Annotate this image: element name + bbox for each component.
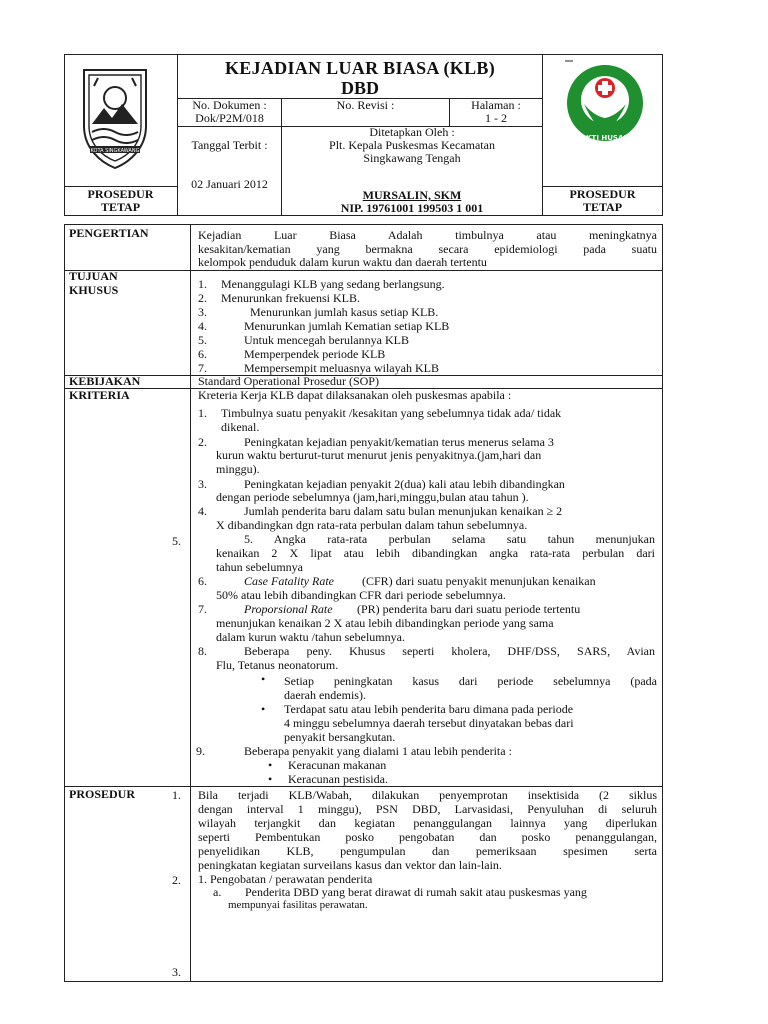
content-divider-label-col xyxy=(190,224,191,982)
pengertian-line-1: Kejadian Luar Biasa Adalah timbulnya atau meningkatnya xyxy=(198,228,657,242)
tujuan-text-6: Memperpendek periode KLB xyxy=(244,347,386,361)
tujuan-text-5: Untuk mencegah berulannya KLB xyxy=(244,333,409,347)
signer-name: MURSALIN, SKM xyxy=(362,188,462,202)
tujuan-num-7: 7. xyxy=(198,361,207,375)
prosedur-1-line-6: peningkatan kegiatan surveilans kasus dan vektor dan lain-lain. xyxy=(198,858,502,872)
prosedur-1-line-4: seperti Pembentukan posko pengobatan dan posko penanggulangan, xyxy=(198,830,657,844)
kriteria-3-num: 3. xyxy=(198,477,207,491)
document-title-line-2: DBD xyxy=(340,78,379,98)
kriteria-9-line-1: Beberapa penyakit yang dialami 1 atau lebih penderita : xyxy=(244,744,512,758)
kriteria-2-line-2: kurun waktu berturut-turut menurut jenis penyakitnya.(jam,hari dan xyxy=(216,448,542,462)
prosedur-tetap-left-1: PROSEDUR xyxy=(87,187,154,201)
prosedur-2-line-1: 1. Pengobatan / perawatan penderita xyxy=(198,872,373,886)
ditetapkan-line-1: Ditetapkan Oleh : xyxy=(369,125,455,139)
city-emblem-logo xyxy=(76,64,154,172)
halaman-label: Halaman : xyxy=(471,98,521,112)
kriteria-8-line-1: Beberapa peny. Khusus seperti kholera, DHF/DSS, SARS, Avian xyxy=(244,644,655,658)
kriteria-8-bullet-2: • xyxy=(261,702,266,716)
tujuan-text-4: Menurunkan jumlah Kematian setiap KLB xyxy=(244,319,450,333)
kriteria-8-num: 8. xyxy=(198,644,207,658)
kriteria-8-b1-line-1: Setiap peningkatan kasus dari periode sebelumnya (pada xyxy=(284,674,657,688)
kriteria-4-line-2: X dibandingkan dgn rata-rata perbulan dalam tahun sebelumnya. xyxy=(216,518,528,532)
kriteria-5-line-3: tahun sebelumnya xyxy=(216,560,303,574)
no-dokumen-value: Dok/P2M/018 xyxy=(195,111,264,125)
prosedur-2a-line-1: Penderita DBD yang berat dirawat di rumah sakit atau puskesmas yang xyxy=(245,885,587,899)
tujuan-num-2: 2. xyxy=(198,291,207,305)
kriteria-4-num: 4. xyxy=(198,504,207,518)
kriteria-label: KRITERIA xyxy=(69,388,130,402)
kriteria-8-bullet-1: • xyxy=(261,672,266,686)
tanggal-terbit-label: Tanggal Terbit : xyxy=(191,138,268,152)
kriteria-9-num: 9. xyxy=(196,744,205,758)
bakti-husada-text: BAKTI HUSADA xyxy=(575,134,635,142)
no-revisi-label: No. Revisi : xyxy=(336,98,395,112)
kebijakan-label: KEBIJAKAN xyxy=(69,374,141,388)
row-divider-tujuan xyxy=(64,270,663,271)
prosedur-label: PROSEDUR xyxy=(69,787,136,801)
no-dokumen-label: No. Dokumen : xyxy=(192,98,267,112)
document-title-line-1: KEJADIAN LUAR BIASA (KLB) xyxy=(224,58,496,78)
kriteria-9-b2: Keracunan pestisida. xyxy=(288,772,388,786)
prosedur-tetap-right-1: PROSEDUR xyxy=(569,187,636,201)
kriteria-1-line-1: Timbulnya suatu penyakit /kesakitan yang sebelumnya tidak ada/ tidak xyxy=(221,406,562,420)
kriteria-8-b2-line-2: 4 minggu sebelumnya daerah tersebut dinyatakan bebas dari xyxy=(284,716,574,730)
kebijakan-text: Standard Operational Prosedur (SOP) xyxy=(198,374,379,388)
city-emblem-text: KOTA SINGKAWANG xyxy=(90,148,140,154)
kriteria-6-italic: Case Fatality Rate xyxy=(244,574,334,588)
kriteria-intro: Kreteria Kerja KLB dapat dilaksanakan oleh puskesmas apabila : xyxy=(198,388,512,402)
kriteria-7-line-1: (PR) penderita baru dari suatu periode tertentu xyxy=(357,602,581,616)
tujuan-label-1: TUJUAN xyxy=(69,269,118,283)
tujuan-num-3: 3. xyxy=(198,305,207,319)
tujuan-num-5: 5. xyxy=(198,333,207,347)
tujuan-num-4: 4. xyxy=(198,319,207,333)
kriteria-1-line-2: dikenal. xyxy=(221,420,260,434)
kriteria-8-b2-line-3: penyakit bersangkutan. xyxy=(284,730,396,744)
kriteria-7-line-2: menunjukan kenaikan 2 X atau lebih dibandingkan periode yang sama xyxy=(216,616,554,630)
kriteria-3-line-2: dengan periode sebelumnya (jam,hari,minggu,bulan atau tahun ). xyxy=(216,490,529,504)
kriteria-4-line-1: Jumlah penderita baru dalam satu bulan menunjukan kenaikan ≥ 2 xyxy=(244,504,563,518)
signer-nip: NIP. 19761001 199503 1 001 xyxy=(340,201,484,215)
kriteria-6-line-1: (CFR) dari suatu penyakit menunjukan kenaikan xyxy=(362,574,596,588)
pengertian-label: PENGERTIAN xyxy=(69,226,149,240)
tujuan-text-2: Menurunkan frekuensi KLB. xyxy=(221,291,360,305)
tujuan-num-6: 6. xyxy=(198,347,207,361)
halaman-value: 1 - 2 xyxy=(485,111,507,125)
prosedur-tetap-right-2: TETAP xyxy=(582,200,623,214)
kriteria-5-line-1: 5. Angka rata-rata perbulan selama satu tahun menunjukan xyxy=(244,532,655,546)
prosedur-3-num: 3. xyxy=(172,965,181,979)
bakti-husada-logo xyxy=(560,58,650,148)
ditetapkan-line-2: Plt. Kepala Puskesmas Kecamatan xyxy=(329,138,495,152)
kriteria-5-line-2: kenaikan 2 X lipat atau lebih dibandingkan angka rata-rata perbulan dari xyxy=(216,546,655,560)
prosedur-1-line-3: wilayah terjangkit dan kegiatan penanggulangan lainnya yang diperlukan xyxy=(198,816,657,830)
kriteria-8-b2-line-1: Terdapat satu atau lebih penderita baru dimana pada periode xyxy=(284,702,574,716)
tujuan-num-1: 1. xyxy=(198,277,207,291)
ditetapkan-line-3: Singkawang Tengah xyxy=(363,151,461,165)
kriteria-2-num: 2. xyxy=(198,435,207,449)
prosedur-1-line-5: penyelidikan KLB, pengumpulan dan pemeriksaan spesimen serta xyxy=(198,844,657,858)
prosedur-2-num: 2. xyxy=(172,873,181,887)
prosedur-tetap-left-2: TETAP xyxy=(100,200,141,214)
kriteria-7-line-3: dalam kurun waktu /tahun sebelumnya. xyxy=(216,630,405,644)
kriteria-8-line-2: Flu, Tetanus neonatorum. xyxy=(216,658,339,672)
tanggal-terbit-value: 02 Januari 2012 xyxy=(191,177,268,191)
kriteria-6-line-2: 50% atau lebih dibandingkan CFR dari periode sebelumnya. xyxy=(216,588,506,602)
tujuan-label-2: KHUSUS xyxy=(69,283,119,297)
pengertian-line-2: kesakitan/kematian yang bermakna secara epidemiologi pada suatu xyxy=(198,242,657,256)
tujuan-text-7: Mempersempit meluasnya wilayah KLB xyxy=(244,361,439,375)
kriteria-9-bullet-2: • xyxy=(268,772,273,786)
prosedur-2a-num: a. xyxy=(213,885,222,899)
prosedur-2a-line-2: mempunyai fasilitas perawatan. xyxy=(228,899,368,911)
pengertian-line-3: kelompok penduduk dalam kurun waktu dan daerah tertentu xyxy=(198,255,487,269)
kriteria-2-line-1: Peningkatan kejadian penyakit/kematian terus menerus selama 3 xyxy=(244,435,554,449)
kriteria-8-b1-line-2: daerah endemis). xyxy=(284,688,366,702)
kriteria-7-num: 7. xyxy=(198,602,207,616)
prosedur-1-line-2: dengan interval 1 minggu), PSN DBD, Larvasidasi, Penyuluhan di seluruh xyxy=(198,802,657,816)
kriteria-6-num: 6. xyxy=(198,574,207,588)
kriteria-3-line-1: Peningkatan kejadian penyakit 2(dua) kali atau lebih dibandingkan xyxy=(244,477,565,491)
tujuan-text-3: Menurunkan jumlah kasus setiap KLB. xyxy=(250,305,439,319)
kriteria-9-b1: Keracunan makanan xyxy=(288,758,387,772)
prosedur-1-num: 1. xyxy=(172,788,181,802)
kriteria-2-line-3: minggu). xyxy=(216,462,260,476)
tujuan-text-1: Menanggulagi KLB yang sedang berlangsung. xyxy=(221,277,445,291)
prosedur-1-line-1: Bila terjadi KLB/Wabah, dilakukan penyemprotan insektisida (2 siklus xyxy=(198,788,657,802)
kriteria-5-num: 5. xyxy=(172,534,181,548)
kriteria-1-num: 1. xyxy=(198,406,207,420)
kriteria-7-italic: Proporsional Rate xyxy=(244,602,333,616)
kriteria-9-bullet-1: • xyxy=(268,758,273,772)
